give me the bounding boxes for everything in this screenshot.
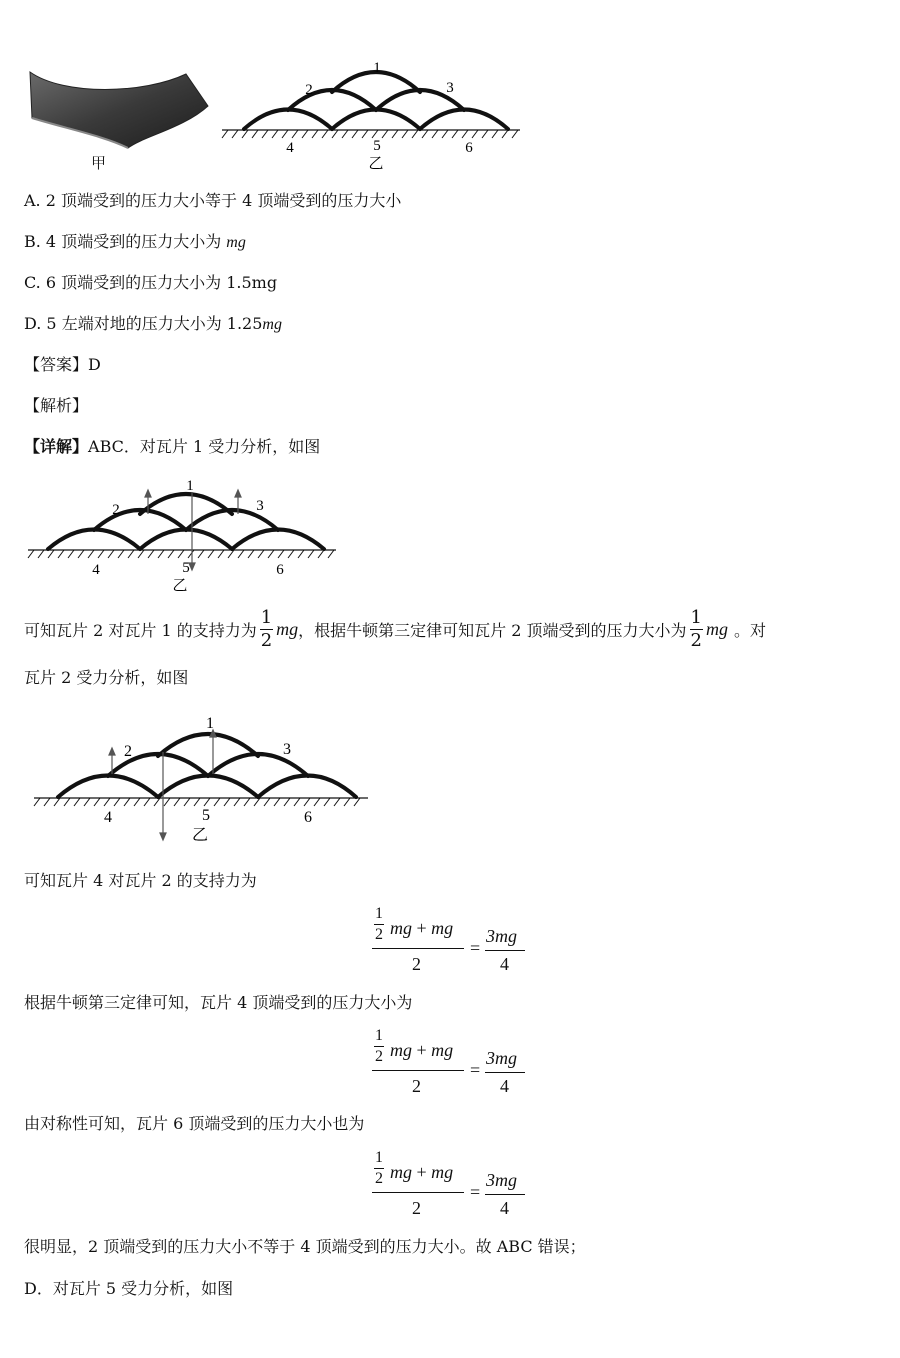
figure-caption: 乙 (191, 827, 209, 842)
force-diagram-tile-1 (24, 470, 344, 592)
tile-label-1: 1 (373, 60, 381, 76)
numerator-expression: mg + mg (390, 918, 454, 938)
tile-photo (24, 66, 214, 152)
mg-term: mg (705, 618, 728, 639)
force-diagram-tile-2 (30, 708, 372, 842)
detail-line-6: 很明显，2 顶端受到的压力大小不等于 4 顶端受到的压力大小。故 ABC 错误； (24, 1237, 586, 1256)
equation-numerator (372, 1028, 466, 1066)
equals-sign: = (470, 1182, 481, 1202)
detail-line-1 (24, 604, 766, 654)
fraction-half: $\frac{1}{2}$ (375, 1027, 383, 1065)
option-d (24, 314, 282, 335)
detail-line-4: 根据牛顿第三定律可知，瓦片 4 顶端受到的压力大小为 (24, 993, 413, 1012)
fraction-half: $\frac{1}{2}$ (375, 1149, 383, 1187)
equation-denominator: 2 (412, 1198, 421, 1218)
tile-label-4: 4 (286, 140, 294, 156)
fraction-half: $\frac{1}{2}$ (690, 606, 702, 651)
equation-support-tile-2 (372, 906, 532, 976)
equation-denominator: 2 (412, 1076, 421, 1096)
fraction-bar (372, 1192, 464, 1193)
equation-numerator (372, 906, 466, 944)
option-b-text: B. 4 顶端受到的压力大小为 (24, 232, 227, 251)
tile-label-5: 5 (182, 560, 190, 576)
tile-label-2: 2 (305, 82, 313, 98)
equals-sign: = (470, 938, 481, 958)
answer: 【答案】D (24, 355, 101, 374)
tile-label-6: 6 (465, 140, 473, 156)
result-numerator: 3mg (486, 926, 517, 946)
tile-label-3: 3 (256, 498, 264, 514)
result-bar (485, 1072, 525, 1073)
numerator-expression: mg + mg (390, 1162, 454, 1182)
numerator-expression: mg + mg (390, 1040, 454, 1060)
detail-line-1b: ，根据牛顿第三定律可知瓦片 2 顶端受到的压力大小为 (298, 620, 687, 640)
option-d-mg: mg (262, 316, 282, 333)
option-d-text: D. 5 左端对地的压力大小为 1.25 (24, 314, 263, 333)
detail-line-7: D．对瓦片 5 受力分析，如图 (24, 1279, 234, 1298)
equation-pressure-tile-4 (372, 1028, 532, 1098)
result-numerator: 3mg (486, 1048, 517, 1068)
figure-caption: 乙 (172, 578, 188, 592)
fraction-bar (372, 1070, 464, 1071)
fraction-half: $\frac{1}{2}$ (260, 606, 273, 651)
tile-label-5: 5 (202, 807, 210, 824)
tile-label-1: 1 (186, 478, 194, 494)
result-bar (485, 950, 525, 951)
tile-label-3: 3 (446, 80, 454, 96)
tile-label-4: 4 (92, 562, 100, 578)
result-numerator: 3mg (486, 1170, 517, 1190)
option-b (24, 232, 246, 253)
tile-label-4: 4 (104, 809, 112, 826)
tile-label-5: 5 (373, 138, 381, 154)
tile-label-2: 2 (124, 743, 132, 760)
result-denominator: 4 (500, 1076, 509, 1096)
equation-pressure-tile-6 (372, 1150, 532, 1220)
figure-caption: 乙 (368, 156, 384, 170)
detail-line-1a: 可知瓦片 2 对瓦片 1 的支持力为 (24, 620, 257, 640)
detail-line-2: 瓦片 2 受力分析，如图 (24, 668, 189, 687)
detail-intro-text: ABC．对瓦片 1 受力分析，如图 (88, 437, 321, 456)
detail-line-1c: 。对 (733, 620, 766, 640)
fraction-half: $\frac{1}{2}$ (375, 905, 383, 943)
result-denominator: 4 (500, 954, 509, 974)
option-c: C. 6 顶端受到的压力大小为 1.5mg (24, 273, 278, 292)
equation-numerator (372, 1150, 466, 1188)
equals-sign: = (470, 1060, 481, 1080)
detail-line-5: 由对称性可知，瓦片 6 顶端受到的压力大小也为 (24, 1114, 365, 1133)
option-a: A. 2 顶端受到的压力大小等于 4 顶端受到的压力大小 (24, 191, 402, 210)
fraction-bar (372, 948, 464, 949)
photo-label: 甲 (91, 156, 107, 172)
detail-intro (24, 437, 320, 457)
option-b-mg: mg (226, 234, 246, 251)
analysis-heading: 【解析】 (24, 396, 89, 415)
equation-denominator: 2 (412, 954, 421, 974)
tile-label-2: 2 (112, 502, 120, 518)
detail-tag: 【详解】 (24, 437, 89, 456)
tile-label-3: 3 (283, 741, 291, 758)
mg-term: mg (276, 618, 299, 639)
tile-label-1: 1 (206, 715, 214, 732)
result-bar (485, 1194, 525, 1195)
tile-label-6: 6 (276, 562, 284, 578)
tile-label-6: 6 (304, 809, 312, 826)
detail-line-3: 可知瓦片 4 对瓦片 2 的支持力为 (24, 871, 257, 890)
result-denominator: 4 (500, 1198, 509, 1218)
tile-diagram-top (218, 50, 528, 170)
